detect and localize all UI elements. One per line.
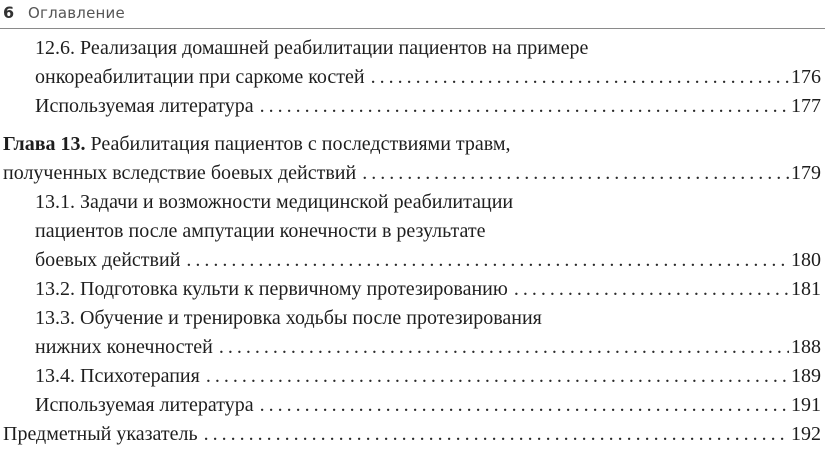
toc-entry-title: Реабилитация пациентов с последствиями травм, — [90, 133, 511, 155]
toc-entry-13-2[interactable] — [0, 275, 821, 304]
table-of-contents — [0, 34, 825, 449]
toc-entry-title: Используемая литература — [35, 394, 254, 416]
toc-entry-12-6[interactable] — [0, 34, 821, 92]
dot-leader — [260, 92, 789, 121]
toc-entry-title: онкореабилитации при саркоме костей — [35, 66, 365, 88]
toc-page-ref: 177 — [791, 95, 821, 117]
toc-chapter-13[interactable] — [0, 130, 821, 188]
dot-leader — [362, 159, 789, 188]
toc-page-ref: 192 — [791, 423, 821, 445]
toc-entry-subject-index[interactable] — [0, 420, 821, 449]
toc-entry-title: Предметный указатель — [3, 423, 198, 445]
toc-entry-title: боевых действий — [35, 249, 181, 271]
toc-entry-title: 12.6. Реализация домашней реабилитации пациентов на примере — [35, 37, 589, 59]
toc-entry-title: 13.2. Подготовка культи к первичному протезированию — [35, 278, 508, 300]
toc-page-ref: 191 — [791, 394, 821, 416]
toc-entry-title: пациентов после ампутации конечности в результате — [35, 220, 486, 242]
page-number: 6 — [3, 3, 15, 22]
toc-entry-13-literature[interactable] — [0, 391, 821, 420]
toc-entry-13-4[interactable] — [0, 362, 821, 391]
toc-entry-title: 13.4. Психотерапия — [35, 365, 200, 387]
toc-page-ref: 189 — [791, 365, 821, 387]
toc-page-ref: 180 — [791, 249, 821, 271]
dot-leader — [186, 246, 789, 275]
toc-entry-13-3[interactable] — [0, 304, 821, 362]
toc-entry-title: Используемая литература — [35, 95, 254, 117]
toc-entry-13-1[interactable] — [0, 188, 821, 275]
toc-page-ref: 181 — [791, 278, 821, 300]
dot-leader — [260, 391, 789, 420]
dot-leader — [204, 420, 789, 449]
toc-entry-title: нижних конечностей — [35, 336, 213, 358]
toc-page-ref: 188 — [791, 336, 821, 358]
dot-leader — [219, 333, 789, 362]
running-head: Оглавление — [28, 4, 125, 22]
dot-leader — [206, 362, 789, 391]
dot-leader — [371, 63, 789, 92]
toc-entry-title: 13.3. Обучение и тренировка ходьбы после протезирования — [35, 307, 542, 329]
toc-page-ref: 176 — [791, 66, 821, 88]
dot-leader — [514, 275, 789, 304]
toc-entry-title: 13.1. Задачи и возможности медицинской реабилитации — [35, 191, 514, 213]
chapter-label: Глава 13. — [3, 133, 86, 155]
toc-entry-12-literature[interactable] — [0, 92, 821, 121]
toc-page-ref: 179 — [791, 162, 821, 184]
toc-entry-title: полученных вследствие боевых действий — [3, 162, 357, 184]
page-header — [0, 0, 825, 29]
